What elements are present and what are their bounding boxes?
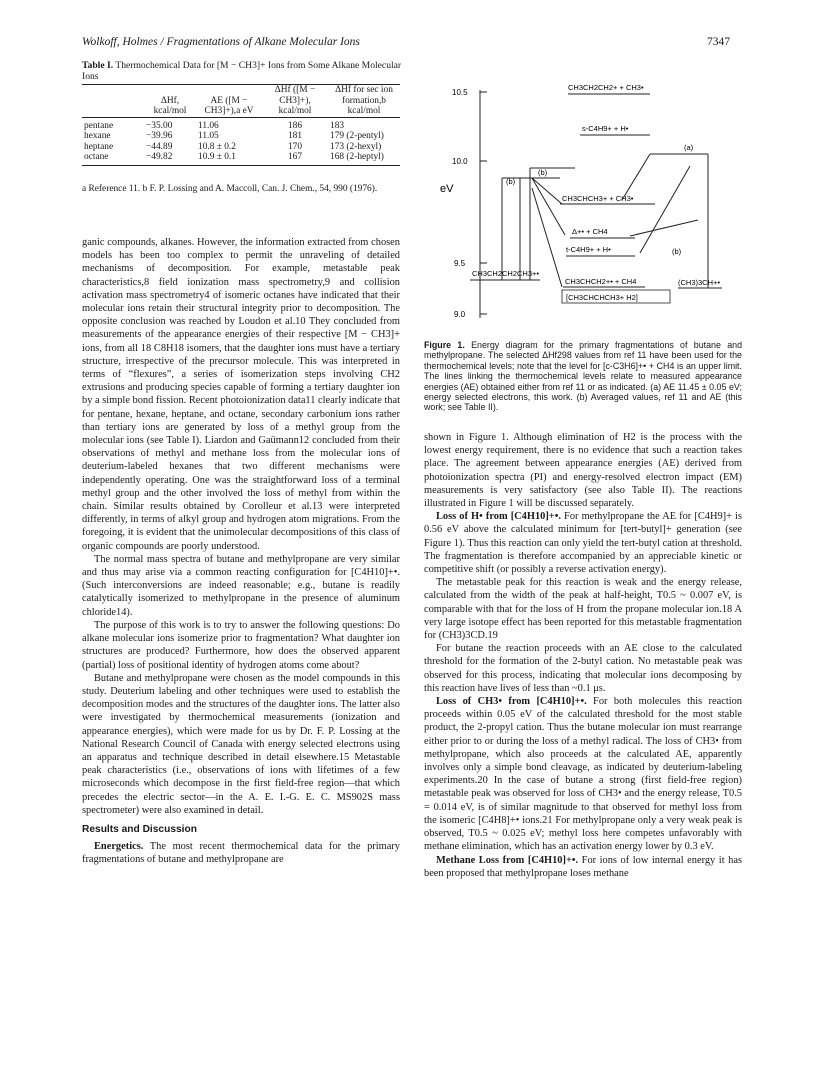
paragraph: The purpose of this work is to try to answer the following questions: Do alkane molecular ions isomerize prior to fragmentation? What daughter ion structures are produced? Furthermore, how does the observed apparent (partial) loss of positional identity of hydrogen atoms come about? (82, 619, 400, 671)
table-cell: 10.9 ± 0.1 (196, 152, 262, 165)
table-cell: −39.96 (146, 131, 173, 141)
diagram-tick-label: 10.5 (452, 88, 468, 97)
table-cell-name: octane (82, 152, 144, 165)
diagram-tick-label: 9.0 (454, 310, 466, 319)
table-header-dhf: ΔHf, kcal/mol (144, 85, 196, 118)
table-header-ae: AE ([M − CH3]+),a eV (196, 85, 262, 118)
paragraph: For butane the reaction proceeds with an AE close to the calculated threshold for the formation of the 2-butyl cation. No metastable peak was observed for this process, indicating that molecular ions decomposing by this reaction have lives of less than ~0.1 μs. (424, 643, 742, 694)
paragraph-lead: Loss of CH3• from [C4H10]+•. (436, 696, 587, 708)
table-caption-text: Thermochemical Data for [M − CH3]+ Ions from Some Alkane Molecular Ions (82, 60, 402, 82)
paragraph-lead: Loss of H• from [C4H10]+•. (436, 511, 561, 523)
paragraph-lead: Energetics. (94, 841, 144, 853)
paragraph: The normal mass spectra of butane and methylpropane are very similar and thus may arise via a common reacting configuration for [C4H10]+•. (Such interconversions are indeed reasonable; e.g., butane is readily catalytically isomerized to methylpropane in the presence of aluminum chloride14). (82, 553, 400, 618)
table-cell: 11.06 (198, 120, 219, 131)
paragraph: Butane and methylpropane were chosen as the model compounds in this study. Deuterium labeling and other techniques were used to establish the decomposition modes and the structures of the daughter ions. The latter also were investigated by thermochemical measurements (ionization and appearance energies), which were made for us by Dr. F. P. Lossing at the National Research Council of Canada with energy selected electrons using an apparatus and technique described in detail elsewhere.15 Metastable peak characteristics (i.e., observations of ions with lifetimes of a few microseconds which decompose in the first field-free region—that which precedes the electric sector—in the A. E. I.-G. E. C. MS902S mass spectrometer) were also examined in detail. (82, 672, 400, 816)
link-line (630, 220, 698, 236)
table-footnote: a Reference 11. b F. P. Lossing and A. Maccoll, Can. J. Chem., 54, 990 (1976). (82, 184, 378, 194)
link-line (640, 166, 690, 253)
figure-caption-text: Energy diagram for the primary fragmentations of butane and methylpropane. The selected ΔHf298 values from ref 11 have been used for the thermochemical levels; note that the level for [c-C3H6]+• + CH4 is an upper limit. The lines linking the thermochemical levels relate to measured appearance energies (AE) obtained either from ref 11 or as indicated. (a) AE 11.45 ± 0.05 eV; energy selected electrons, this work. (b) Averaged values, ref 11 and AE (this work; see Table II). (424, 340, 742, 413)
table-cell-name: hexane (84, 131, 111, 141)
link-line (622, 154, 650, 200)
level-label: s-C4H9+ + H• (582, 124, 629, 133)
running-title: Wolkoff, Holmes / Fragmentations of Alkane Molecular Ions (82, 36, 360, 48)
table-caption-label: Table I. (82, 60, 114, 71)
figure-caption-label: Figure 1. (424, 340, 465, 350)
table-cell: 183 (330, 120, 345, 131)
paragraph-lead: Methane Loss from [C4H10]+•. (436, 854, 579, 866)
diagram-y-unit: eV (440, 183, 454, 195)
table-row (82, 117, 400, 131)
table-cell: 11.05 (198, 131, 219, 141)
link-line (532, 178, 562, 204)
paragraph: The metastable peak for this reaction is weak and the energy release, calculated from the width of the peak at half-height, T0.5 ~ 0.007 eV, is comparable with that for the loss of H from the propane molecular ion.18 A very large isotope effect has been reported for this metastable fragmentation for (CH3)3CD.19 (424, 577, 742, 642)
diagram-tick-label: 10.0 (452, 157, 468, 166)
thermochemical-table (82, 84, 400, 166)
table-cell: −49.82 (144, 152, 196, 165)
level-label: t-C4H9+ + H• (566, 245, 611, 254)
level-label: CH3CHCH2+• + CH4 (565, 277, 637, 286)
table-cell: −35.00 (146, 120, 173, 131)
table-row (82, 142, 400, 153)
paragraph (424, 854, 742, 880)
table-cell: 173 (2-hexyl) (330, 141, 382, 152)
right-column (424, 431, 742, 880)
page-number: 7347 (707, 36, 730, 48)
diagram-tick-label: 9.5 (454, 259, 466, 268)
table-cell: 10.8 ± 0.2 (198, 141, 236, 152)
paragraph-text: For ions of low internal energy it has been proposed that methylpropane loses methane (424, 854, 742, 879)
table-cell: 179 (2-pentyl) (330, 131, 384, 141)
table-cell: 170 (287, 141, 303, 152)
level-label: CH3CH2CH2CH3+• (472, 269, 540, 278)
figure-caption (424, 340, 742, 413)
paragraph-text: For methylpropane the AE for [C4H9]+ is 0.56 eV above the calculated minimum for [tert-butyl]+ generation (see Figure 1). Thus this reaction can only yield the tert-butyl cation at threshold. The fragmentation is therefore accompanied by an appreciable kinetic or competitive shift (or possibly a reverse activation energy). (424, 511, 742, 576)
table-caption (82, 60, 402, 82)
table-header-sec: ΔHf for sec ion formation,b kcal/mol (328, 85, 400, 118)
table-header-blank (82, 85, 144, 118)
table-cell: 168 (2-heptyl) (328, 152, 400, 165)
diagram-tag: (b) (538, 168, 548, 177)
table-header-dhf-ion: ΔHf ([M − CH3]+), kcal/mol (262, 85, 328, 118)
paragraph-text: For both molecules this reaction proceeds within 0.05 eV of the calculated threshold for the most stable product, the 2-propyl cation. Thus the butane molecular ion must rearrange either prior to or during the loss of a methyl radical. The loss of CH3• from methylpropane, which also proceeds at the calculated AE, apparently involves only a simple bond cleavage, as indicated by deuterium-labeling experiments.20 In the case of butane a strong (first field-free region) metastable peak was observed for loss of CH3• and the energy release, T0.5 = 0.014 eV, is of similar magnitude to that observed for methyl loss from the isomeric [C4H8]+• ions.21 For methylpropane only a very weak peak is observed, T0.5 ~ 0.025 eV; methyl loss here competes unfavorably with methane elimination, which has an activation energy lower by 0.3 eV. (424, 696, 742, 853)
diagram-tag: (b) (672, 247, 682, 256)
table-row (82, 131, 400, 142)
paragraph: shown in Figure 1. Although elimination of H2 is the process with the lowest energy requirement, there is no evidence that such a reaction takes place. The agreement between appearance energies (AE) derived from photoionization spectra (PI) and energy-resolved electron impact (EM) measurements is very satisfactory (see also Table II). The reactions illustrated in Figure 1 will be discussed separately. (424, 432, 742, 510)
level-label: Δ+• + CH4 (572, 227, 608, 236)
energy-diagram (440, 70, 750, 330)
paragraph-text: The most recent thermochemical data for the primary fragmentations of butane and methylpropane are (82, 841, 400, 866)
diagram-tag: (b) (506, 177, 516, 186)
table-cell-name: pentane (84, 120, 114, 131)
table-cell: 167 (262, 152, 328, 165)
table-cell: 186 (287, 120, 303, 131)
level-label: [CH3CHCHCH3+ H2] (566, 293, 638, 302)
level-label: (CH3)3CH+• (678, 278, 721, 287)
level-label: CH3CH2CH2+ + CH3• (568, 83, 644, 92)
link-line (532, 178, 565, 235)
paragraph: ganic compounds, alkanes. However, the information extracted from chosen models has been too complex to permit the unraveling of detailed mechanisms of decomposition. For example, metastable peak characteristics,8 field ionization mass spectrometry,9 and collision activation mass spectrometry4 of isomeric octanes have indicated that their molecular ions retain their structural integrity prior to decomposition. The opposite conclusion was reached by Loudon et al.10 They concluded from measurements of the appearance energies of their respective [M − CH3]+ ions, from all 18 C8H18 isomers, that the daughter ions must have a tertiary structure, irrespective of the precursor molecule. This was interpreted in terms of “flexures”, a series of isomerization steps involving CH2 extrusions and producing species capable of forming a tertiary daughter ion by a simple bond fission. Recent photoionization data11 clearly indicate that for pentane, hexane, heptane, and octane, secondary carbonium ions rather than tertiary ions are generated by loss of a methyl group from the molecular ions (see Table I). Liardon and Gaümann12 concluded from their observations of methyl and methane loss from the molecular ions of deuterium-labeled hexanes that two different mechanisms were independently operating. One was the straightforward loss of a terminal methyl group and the other involved the loss of methyl from within the chain. Similar results obtained by Corolleur et al.13 were interpreted differently, in terms of alkyl group and hydrogen atom migrations. From the foregoing, it is evident that the unimolecular decompositions of this class of organic compounds are poorly understood. (82, 237, 400, 552)
left-column (82, 236, 400, 867)
section-heading: Results and Discussion (82, 823, 197, 835)
paragraph (424, 695, 742, 853)
paragraph (424, 510, 742, 576)
level-label: CH3CHCH3+ + CH3• (562, 194, 634, 203)
table-cell: 181 (287, 131, 303, 141)
table-cell: −44.89 (146, 141, 173, 152)
diagram-tag: (a) (684, 143, 694, 152)
table-row (82, 152, 400, 165)
paragraph (82, 840, 400, 866)
table-cell-name: heptane (84, 141, 114, 152)
